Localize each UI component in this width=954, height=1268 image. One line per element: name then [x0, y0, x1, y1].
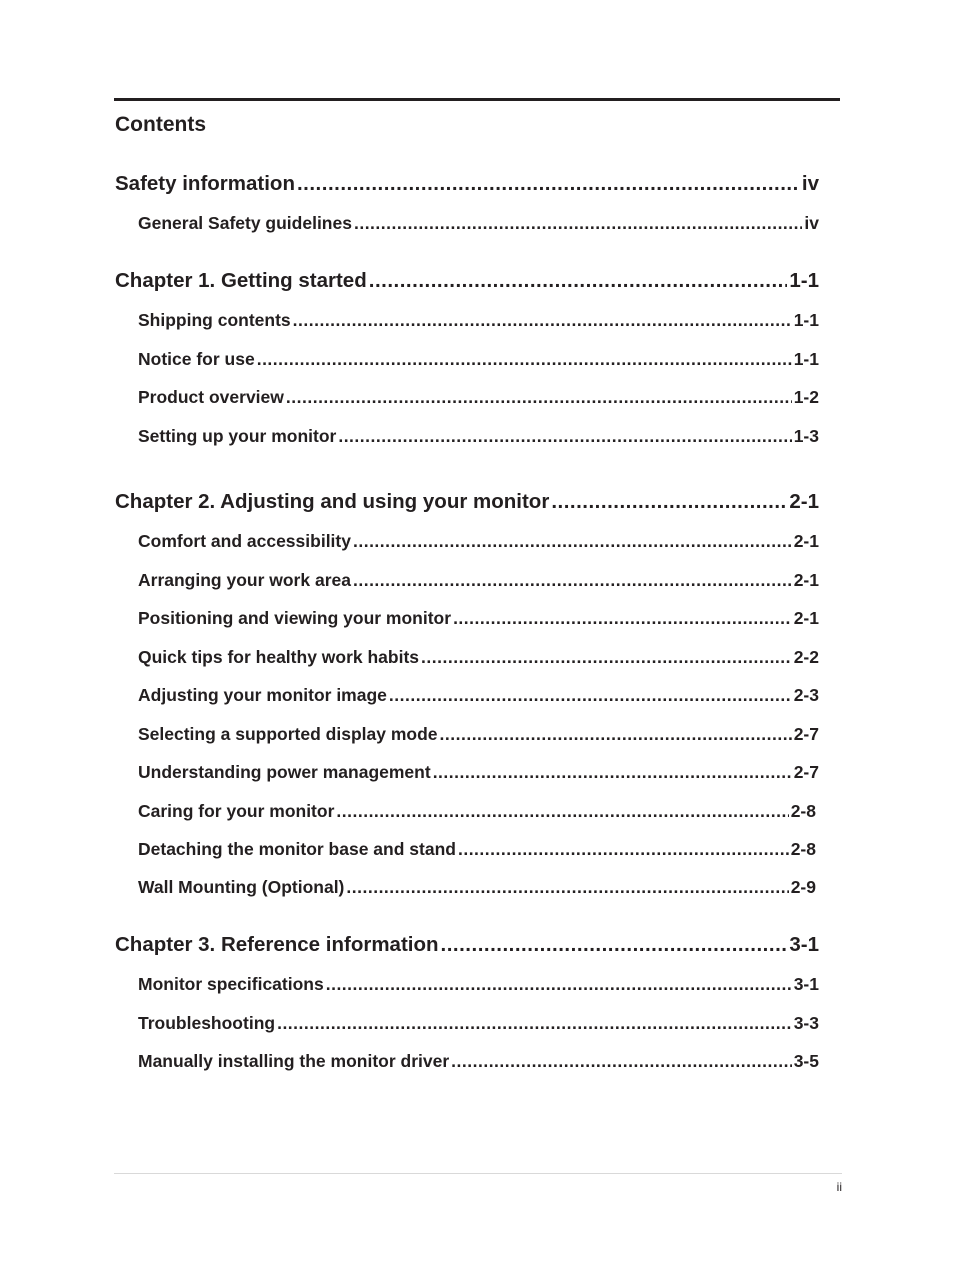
toc-entry-page: 2-2 — [793, 647, 819, 667]
toc-entry-page: 1-1 — [793, 310, 819, 330]
toc-entry-page: 2-7 — [793, 762, 819, 782]
toc-entry-wall-mounting[interactable] — [138, 876, 816, 898]
toc-entry-title: Chapter 3. Reference information — [115, 933, 439, 956]
dot-leader — [336, 800, 788, 822]
toc-entry-page: 2-1 — [793, 570, 819, 590]
toc-entry-page: iv — [804, 213, 819, 233]
dot-leader — [369, 268, 788, 294]
toc-entry-quick-tips[interactable] — [138, 646, 819, 668]
toc-entry-detaching-base-and-stand[interactable] — [138, 838, 816, 860]
toc-entry-adjusting-monitor-image[interactable] — [138, 684, 819, 706]
toc-entry-title: Setting up your monitor — [138, 426, 337, 446]
toc-entry-page: 3-3 — [793, 1013, 819, 1033]
dot-leader — [277, 1012, 792, 1034]
toc-entry-title: General Safety guidelines — [138, 213, 352, 233]
toc-entry-title: Detaching the monitor base and stand — [138, 839, 456, 859]
dot-leader — [286, 386, 792, 408]
toc-entry-manually-installing-driver[interactable] — [138, 1050, 819, 1072]
toc-entry-title: Notice for use — [138, 349, 255, 369]
toc-entry-title: Manually installing the monitor driver — [138, 1051, 450, 1071]
toc-entry-title: Comfort and accessibility — [138, 531, 351, 551]
header-rule — [114, 98, 840, 101]
toc-entry-page: 2-8 — [790, 801, 816, 821]
toc-entry-comfort-and-accessibility[interactable] — [138, 530, 819, 552]
toc-entry-shipping-contents[interactable] — [138, 309, 819, 331]
toc-entry-notice-for-use[interactable] — [138, 348, 819, 370]
dot-leader — [551, 489, 787, 515]
toc-entry-page: 1-3 — [793, 426, 819, 446]
toc-entry-caring-for-your-monitor[interactable] — [138, 800, 816, 822]
toc-entry-monitor-specifications[interactable] — [138, 973, 819, 995]
footer-rule — [114, 1173, 842, 1174]
toc-entry-title: Understanding power management — [138, 762, 431, 782]
toc-entry-product-overview[interactable] — [138, 386, 819, 408]
toc-entry-title: Shipping contents — [138, 310, 291, 330]
toc-entry-title: Quick tips for healthy work habits — [138, 647, 420, 667]
toc-entry-page: 3-1 — [793, 974, 819, 994]
toc-entry-title: Chapter 2. Adjusting and using your monitor — [115, 490, 550, 513]
dot-leader — [353, 530, 792, 552]
dot-leader — [326, 973, 792, 995]
toc-entry-chapter-2[interactable] — [115, 489, 819, 515]
dot-leader — [293, 309, 792, 331]
toc-entry-page: 2-3 — [793, 685, 819, 705]
toc-entry-title: Adjusting your monitor image — [138, 685, 387, 705]
toc-entry-page: 3-1 — [789, 933, 819, 956]
toc-entry-chapter-1[interactable] — [115, 268, 819, 294]
toc-entry-general-safety-guidelines[interactable] — [138, 212, 819, 234]
dot-leader — [441, 932, 788, 958]
dot-leader — [458, 838, 789, 860]
toc-entry-page: 3-5 — [793, 1051, 819, 1071]
toc-entry-arranging-your-work-area[interactable] — [138, 569, 819, 591]
toc-entry-page: 2-1 — [789, 490, 819, 513]
dot-leader — [353, 569, 792, 591]
toc-entry-title: Selecting a supported display mode — [138, 724, 438, 744]
toc-entry-page: 1-1 — [793, 349, 819, 369]
toc-entry-safety-information[interactable] — [115, 171, 819, 197]
toc-entry-chapter-3[interactable] — [115, 932, 819, 958]
toc-entry-title: Wall Mounting (Optional) — [138, 877, 345, 897]
toc-entry-selecting-display-mode[interactable] — [138, 723, 819, 745]
page-title: Contents — [115, 113, 206, 136]
toc-entry-title: Chapter 1. Getting started — [115, 269, 367, 292]
toc-entry-page: 2-8 — [790, 839, 816, 859]
dot-leader — [440, 723, 792, 745]
toc-entry-title: Caring for your monitor — [138, 801, 335, 821]
footer-page-number: ii — [836, 1180, 842, 1194]
toc-entry-title: Monitor specifications — [138, 974, 324, 994]
toc-entry-page: 2-7 — [793, 724, 819, 744]
dot-leader — [338, 425, 791, 447]
dot-leader — [389, 684, 792, 706]
toc-entry-title: Troubleshooting — [138, 1013, 276, 1033]
toc-entry-title: Positioning and viewing your monitor — [138, 608, 452, 628]
toc-entry-page: 2-1 — [793, 531, 819, 551]
toc-entry-page: 1-2 — [793, 387, 819, 407]
dot-leader — [354, 212, 802, 234]
dot-leader — [433, 761, 792, 783]
toc-entry-page: 2-9 — [790, 877, 816, 897]
dot-leader — [451, 1050, 792, 1072]
dot-leader — [421, 646, 792, 668]
toc-entry-setting-up-your-monitor[interactable] — [138, 425, 819, 447]
toc-entry-title: Product overview — [138, 387, 284, 407]
toc-entry-page: iv — [801, 172, 819, 195]
dot-leader — [346, 876, 788, 898]
toc-entry-title: Arranging your work area — [138, 570, 351, 590]
toc-entry-positioning-and-viewing[interactable] — [138, 607, 819, 629]
dot-leader — [453, 607, 792, 629]
dot-leader — [257, 348, 792, 370]
toc-entry-title: Safety information — [115, 172, 295, 195]
toc-entry-page: 2-1 — [793, 608, 819, 628]
toc-entry-page: 1-1 — [789, 269, 819, 292]
dot-leader — [297, 171, 800, 197]
toc-entry-understanding-power-management[interactable] — [138, 761, 819, 783]
toc-entry-troubleshooting[interactable] — [138, 1012, 819, 1034]
